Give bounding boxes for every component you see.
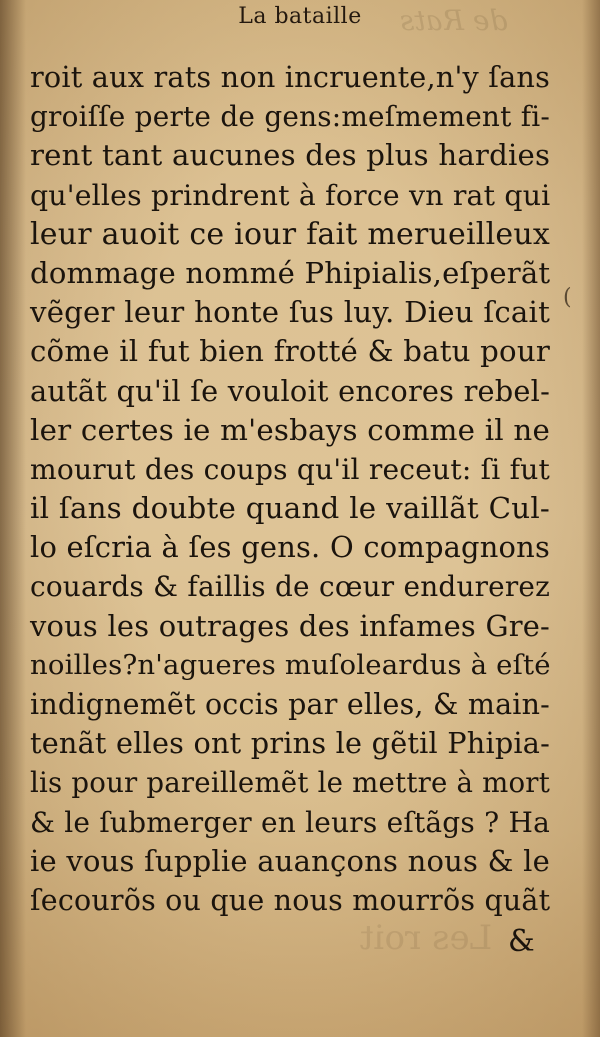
gutter-shadow: [0, 0, 26, 1037]
text-line: tenãt elles ont prins le gẽtil Phipia-: [30, 726, 550, 761]
text-line: lis pour pareillemẽt le mettre à mort: [30, 766, 550, 800]
text-line: ſecourõs ou que nous mourrõs quãt: [30, 883, 551, 917]
text-line: ie vous ſupplie auançons nous & le: [30, 843, 550, 878]
text-line: ler certes ie m'esbays comme il ne: [30, 412, 550, 447]
text-line: & le ſubmerger en leurs eſtãgs ? Ha: [30, 805, 550, 839]
text-line: couards & faillis de cœur endurerez: [30, 570, 550, 604]
running-head: La bataille: [238, 4, 362, 29]
text-line: vẽger leur honte ſus luy. Dieu ſcait: [30, 295, 550, 330]
text-line: roit aux rats non incruente,n'y ſans: [30, 60, 551, 94]
text-line: groiſſe perte de gens:meſmement fi-: [30, 100, 550, 134]
text-line: il ſans doubte quand le vaillãt Cul-: [30, 491, 550, 526]
text-line: indignemẽt occis par elles, & main-: [30, 688, 550, 721]
text-line: lo eſcria à ſes gens. O compagnons: [30, 530, 550, 565]
edge-shadow: [582, 0, 600, 1037]
text-line: mourut des coups qu'il receut: ſi fut: [30, 452, 550, 486]
margin-mark: (: [563, 285, 572, 310]
text-line: noilles?n'agueres muſoleardus à eſté: [30, 648, 551, 681]
catchword: &: [508, 924, 535, 959]
text-line: autãt qu'il ſe vouloit encores rebel-: [30, 373, 550, 408]
text-line: cõme il fut bien frotté & batu pour: [30, 334, 550, 369]
text-line: rent tant aucunes des plus hardies: [30, 138, 551, 173]
text-line: leur auoit ce iour fait merueilleux: [30, 216, 550, 252]
body-text: [30, 58, 550, 920]
text-line: dommage nommé Phipialis,eſperãt: [30, 255, 551, 290]
show-through-ink-bottom: Les roit: [360, 918, 493, 958]
text-line: vous les outrages des infames Gre-: [30, 608, 550, 643]
text-line: qu'elles prindrent à force vn rat qui: [30, 178, 551, 212]
show-through-ink-top: de Rats: [400, 4, 508, 37]
